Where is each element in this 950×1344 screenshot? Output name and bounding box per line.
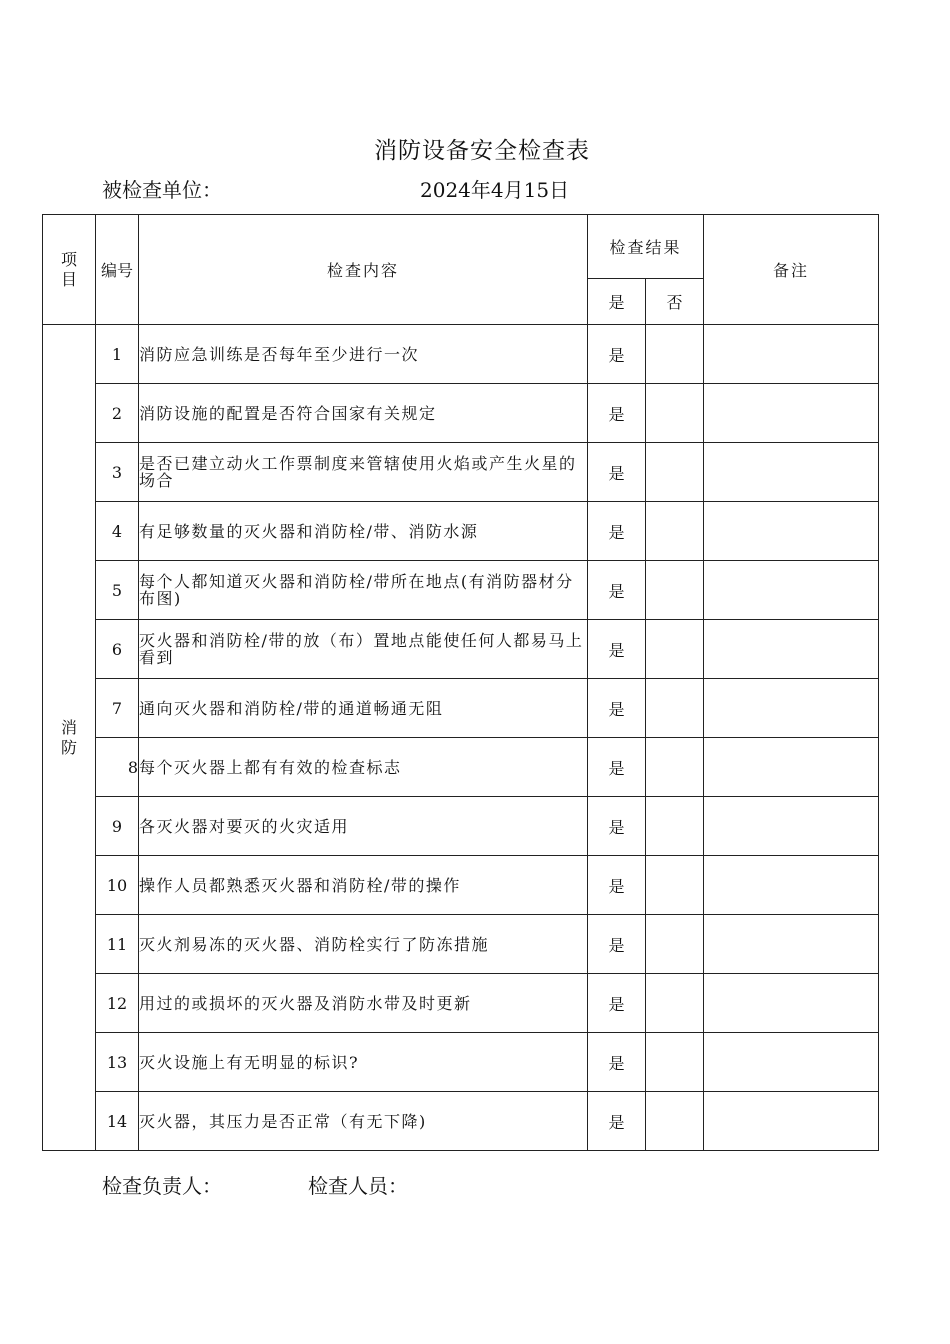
category-line1: 消 (60, 717, 77, 737)
row-no (646, 1033, 704, 1092)
row-no (646, 738, 704, 797)
row-no (646, 797, 704, 856)
table-row (43, 1033, 879, 1092)
header-result: 检查结果 (588, 215, 704, 279)
page-title: 消防设备安全检查表 (374, 138, 590, 164)
row-yes: 是 (588, 856, 646, 915)
row-number: 4 (96, 502, 139, 561)
row-content: 每个灭火器上都有有效的检查标志 (139, 738, 588, 797)
row-number: 6 (96, 620, 139, 679)
row-no (646, 974, 704, 1033)
row-yes: 是 (588, 1092, 646, 1151)
row-content: 灭火器，其压力是否正常（有无下降) (139, 1092, 588, 1151)
row-yes: 是 (588, 561, 646, 620)
row-remark (704, 502, 879, 561)
category-cell (43, 325, 96, 1151)
row-number: 10 (96, 856, 139, 915)
row-no (646, 1092, 704, 1151)
header-no: 否 (646, 279, 704, 325)
header-number: 编号 (96, 215, 139, 325)
row-content: 用过的或损坏的灭火器及消防水带及时更新 (139, 974, 588, 1033)
inspector-in-charge-label: 检查负责人： (102, 1174, 222, 1198)
row-number: 5 (96, 561, 139, 620)
inspectors-label: 检查人员： (308, 1174, 408, 1198)
row-remark (704, 443, 879, 502)
row-remark (704, 384, 879, 443)
row-number: 11 (96, 915, 139, 974)
table-row (43, 797, 879, 856)
header-item-line1: 项 (60, 249, 77, 269)
row-no (646, 679, 704, 738)
row-remark (704, 679, 879, 738)
row-remark (704, 561, 879, 620)
row-number: 2 (96, 384, 139, 443)
row-remark (704, 738, 879, 797)
row-number: 12 (96, 974, 139, 1033)
row-yes: 是 (588, 620, 646, 679)
row-yes: 是 (588, 915, 646, 974)
table-row (43, 620, 879, 679)
row-yes: 是 (588, 797, 646, 856)
row-yes: 是 (588, 502, 646, 561)
row-content: 各灭火器对要灭的火灾适用 (139, 797, 588, 856)
row-yes: 是 (588, 738, 646, 797)
table-row (43, 561, 879, 620)
row-content: 有足够数量的灭火器和消防栓/带、消防水源 (139, 502, 588, 561)
row-number: 3 (96, 443, 139, 502)
row-content: 消防应急训练是否每年至少进行一次 (139, 325, 588, 384)
table-row (43, 325, 879, 384)
row-content: 消防设施的配置是否符合国家有关规定 (139, 384, 588, 443)
row-remark (704, 1033, 879, 1092)
row-remark (704, 797, 879, 856)
row-yes: 是 (588, 325, 646, 384)
header-item (43, 215, 96, 325)
category-line2: 防 (60, 737, 77, 757)
row-no (646, 502, 704, 561)
inspection-table (42, 214, 879, 1151)
table-row (43, 738, 879, 797)
table-row (43, 915, 879, 974)
inspection-date: 2024年4月15日 (420, 178, 570, 202)
table-row (43, 856, 879, 915)
header-remark: 备注 (704, 215, 879, 325)
row-number: 13 (96, 1033, 139, 1092)
row-number: 14 (96, 1092, 139, 1151)
row-content: 通向灭火器和消防栓/带的通道畅通无阻 (139, 679, 588, 738)
row-remark (704, 1092, 879, 1151)
row-no (646, 561, 704, 620)
table-row (43, 974, 879, 1033)
row-no (646, 325, 704, 384)
row-yes: 是 (588, 1033, 646, 1092)
header-item-line2: 目 (60, 269, 77, 289)
table-row (43, 679, 879, 738)
row-content: 每个人都知道灭火器和消防栓/带所在地点(有消防器材分布图) (139, 561, 588, 620)
row-yes: 是 (588, 443, 646, 502)
table-row (43, 1092, 879, 1151)
row-number: 7 (96, 679, 139, 738)
row-number: 8 (96, 738, 139, 797)
table-row (43, 443, 879, 502)
row-remark (704, 325, 879, 384)
row-remark (704, 974, 879, 1033)
inspected-unit-label: 被检查单位： (102, 178, 222, 202)
table-header-row (43, 215, 879, 279)
row-no (646, 620, 704, 679)
row-yes: 是 (588, 974, 646, 1033)
row-remark (704, 915, 879, 974)
row-content: 灭火器和消防栓/带的放（布）置地点能使任何人都易马上看到 (139, 620, 588, 679)
row-no (646, 384, 704, 443)
row-yes: 是 (588, 384, 646, 443)
row-yes: 是 (588, 679, 646, 738)
header-content: 检查内容 (139, 215, 588, 325)
row-content: 灭火剂易冻的灭火器、消防栓实行了防冻措施 (139, 915, 588, 974)
header-yes: 是 (588, 279, 646, 325)
row-no (646, 915, 704, 974)
row-number: 9 (96, 797, 139, 856)
row-number: 1 (96, 325, 139, 384)
row-remark (704, 856, 879, 915)
row-content: 是否已建立动火工作票制度来管辖使用火焰或产生火星的场合 (139, 443, 588, 502)
table-row (43, 384, 879, 443)
table-row (43, 502, 879, 561)
row-remark (704, 620, 879, 679)
row-no (646, 443, 704, 502)
row-content: 操作人员都熟悉灭火器和消防栓/带的操作 (139, 856, 588, 915)
row-content: 灭火设施上有无明显的标识? (139, 1033, 588, 1092)
row-no (646, 856, 704, 915)
